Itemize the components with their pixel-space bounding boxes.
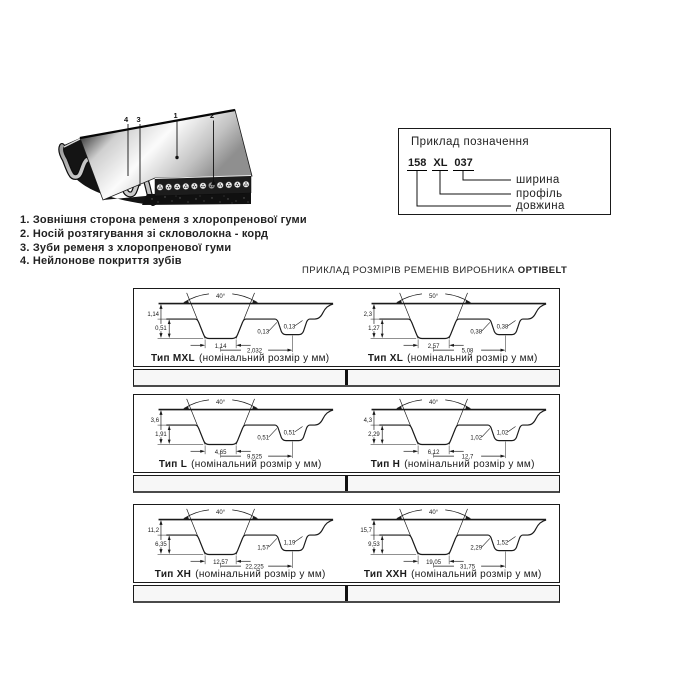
belt-height-label: 1,14: [147, 312, 160, 319]
tooth-height-label: 1,91: [155, 432, 168, 439]
profile-caption: [347, 459, 560, 470]
profile-panel-h: [347, 395, 560, 472]
belt-height-label: 2,3: [363, 312, 372, 319]
profile-caption: [134, 353, 347, 364]
radius-left-label: 1,02: [470, 435, 482, 442]
radius-left-label: 2,29: [470, 545, 482, 552]
tooth-width-label: 6,12: [427, 450, 440, 457]
radius-right-label: 1,19: [283, 540, 296, 547]
callout-3-label: 3: [136, 115, 141, 124]
pitch-label: 22,225: [245, 564, 264, 570]
profile-caption-suffix: (номінальний розмір у мм): [411, 569, 542, 580]
section-heading-text: ПРИКЛАД РОЗМІРІВ РЕМЕНІВ ВИРОБНИКА: [302, 265, 515, 276]
profile-caption: [134, 569, 347, 580]
tooth-width-label: 2,57: [427, 344, 440, 351]
profile-table-row-2: [133, 394, 560, 493]
pitch-label: 5,08: [461, 348, 474, 354]
designation-connector-lines: [399, 129, 612, 216]
legend-item-1: 1. Зовнішня сторона ременя з хлоропренової гуми: [20, 214, 307, 226]
profile-linework: [158, 399, 334, 458]
spec-strip-2: [133, 475, 560, 493]
radius-left-label: 1,57: [257, 545, 270, 552]
angle-label: 40°: [428, 400, 438, 407]
profile-type-label: Тип L: [158, 459, 188, 470]
profile-panel-xl: [347, 289, 560, 366]
radius-right-label: 0,51: [283, 430, 296, 437]
profile-caption-suffix: (номінальний розмір у мм): [191, 459, 322, 470]
brand-name: OPTIBELT: [517, 265, 568, 276]
profile-caption-suffix: (номінальний розмір у мм): [404, 459, 535, 470]
designation-label-width: ширина: [516, 174, 560, 186]
belt-height-label: 15,7: [360, 528, 372, 535]
profile-caption: [134, 459, 347, 470]
callout-1-dot: [175, 156, 178, 159]
profile-linework: [158, 293, 334, 352]
belt-profile-drawing: [143, 506, 337, 570]
pitch-label: 9,525: [247, 454, 263, 460]
profile-caption: [347, 569, 560, 580]
tooth-height-label: 9,53: [367, 542, 380, 549]
callout-1-label: 1: [173, 111, 178, 120]
profile-caption: [347, 353, 560, 364]
designation-profile-value: XL: [433, 157, 448, 169]
pitch-label: 2,032: [247, 348, 263, 354]
belt-height-label: 11,2: [148, 528, 160, 535]
designation-width-value: 037: [454, 157, 473, 169]
profile-panel-xh: [134, 505, 347, 582]
pitch-label: 12,7: [461, 454, 474, 460]
radius-right-label: 1,02: [496, 430, 509, 437]
profile-panel-xxh: [347, 505, 560, 582]
angle-label: 40°: [216, 294, 226, 301]
profile-table-row-1: [133, 288, 560, 387]
tooth-width-label: 19,05: [425, 560, 441, 567]
belt-profile-drawing: [143, 290, 337, 354]
tooth-height-label: 2,29: [367, 432, 380, 439]
profile-linework: [367, 509, 546, 568]
belt-profile-drawing: [356, 396, 550, 460]
profile-linework: [158, 509, 334, 568]
profile-type-label: Тип XXH: [363, 569, 408, 580]
spec-cell-left: [134, 586, 348, 601]
tooth-height-label: 1,27: [367, 326, 380, 333]
legend-item-3: 3. Зуби ременя з хлоропренової гуми: [20, 241, 232, 254]
spec-cell-right: [348, 476, 559, 491]
designation-label-profile: профіль: [516, 188, 563, 200]
callout-2-dot: [212, 182, 215, 185]
profile-caption-suffix: (номінальний розмір у мм): [198, 353, 330, 364]
spec-cell-right: [348, 370, 559, 385]
diagram-row: [133, 288, 560, 367]
tooth-width-label: 4,65: [215, 450, 227, 457]
belt-cord-face: [155, 176, 251, 197]
designation-title: Приклад позначення: [411, 136, 530, 148]
profile-type-label: Тип H: [370, 459, 401, 470]
designation-label-length: довжина: [516, 200, 565, 212]
radius-left-label: 0,13: [257, 329, 270, 336]
radius-left-label: 0,38: [470, 329, 482, 336]
spec-cell-left: [134, 476, 348, 491]
diagram-row: [133, 504, 560, 583]
tooth-height-label: 6,35: [155, 542, 168, 549]
angle-label: 40°: [216, 400, 226, 407]
legend-item-2: 2. Носій розтягування зі скловолокна - корд: [20, 227, 269, 240]
tooth-width-label: 1,14: [215, 344, 227, 351]
angle-label: 40°: [428, 510, 438, 517]
legend-item-4: 4. Нейлонове покриття зубів: [20, 255, 182, 268]
profile-type-label: Тип XL: [367, 353, 404, 364]
pitch-label: 31,75: [459, 564, 475, 570]
profile-table-row-3: [133, 504, 560, 603]
belt-profile-drawing: [356, 290, 550, 354]
profile-panel-mxl: [134, 289, 347, 366]
designation-length-value: 158: [408, 157, 427, 169]
radius-right-label: 0,13: [283, 324, 296, 331]
angle-label: 40°: [216, 510, 226, 517]
profile-type-label: Тип XH: [154, 569, 192, 580]
belt-profile-drawing: [143, 396, 337, 460]
spec-cell-left: [134, 370, 348, 385]
spec-cell-right: [348, 586, 559, 601]
belt-height-label: 4,3: [363, 418, 372, 425]
profile-type-label: Тип MXL: [151, 353, 195, 364]
angle-label: 50°: [428, 294, 438, 301]
belt-construction-legend: [20, 214, 380, 269]
belt-height-label: 3,6: [150, 418, 160, 425]
radius-left-label: 0,51: [257, 435, 270, 442]
radius-right-label: 0,38: [496, 324, 509, 331]
tooth-height-label: 0,51: [155, 326, 168, 333]
belt-illustration: [50, 98, 260, 213]
designation-box: [398, 128, 611, 215]
diagram-row: [133, 394, 560, 473]
profile-caption-suffix: (номінальний розмір у мм): [407, 353, 538, 364]
radius-right-label: 1,52: [496, 540, 509, 547]
callout-2-label: 2: [210, 111, 215, 120]
belt-profile-drawing: [356, 506, 550, 570]
tooth-width-label: 12,57: [213, 560, 229, 567]
spec-strip-3: [133, 585, 560, 603]
profile-panel-l: [134, 395, 347, 472]
spec-strip-1: [133, 369, 560, 387]
callout-4-label: 4: [124, 115, 129, 124]
section-heading: [302, 265, 567, 276]
profile-caption-suffix: (номінальний розмір у мм): [195, 569, 326, 580]
